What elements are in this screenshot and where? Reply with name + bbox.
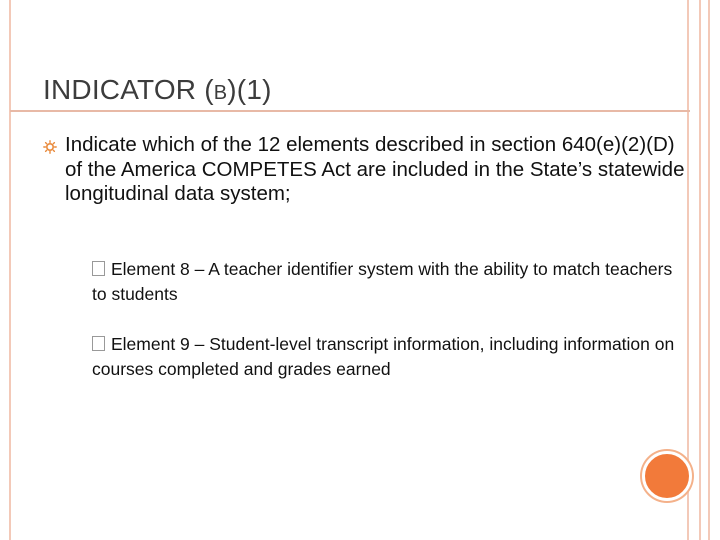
orange-circle-icon <box>642 451 692 501</box>
main-bullet-text: Indicate which of the 12 elements described in section 640(e)(2)(D) of the America COMPETES Act are included in the State’s statewide longitudinal data system; <box>65 133 685 205</box>
slide-title <box>43 74 272 106</box>
sub-bullet-text: Element 9 – Student-level transcript information, including information on courses completed and grades earned <box>92 334 675 379</box>
title-divider <box>10 110 690 112</box>
sun-bullet-icon <box>43 140 57 154</box>
right-border-line <box>699 0 701 540</box>
sub-bullet-item <box>92 257 690 307</box>
title-smallcap-text: B <box>213 82 228 104</box>
checkbox-icon <box>92 261 105 276</box>
title-tail-text: )(1) <box>227 74 272 105</box>
right-border-line <box>708 0 710 540</box>
checkbox-icon <box>92 336 105 351</box>
sub-bullet-item <box>92 332 690 382</box>
title-main-text: INDICATOR ( <box>43 74 214 105</box>
left-border-line <box>9 0 11 540</box>
sub-bullet-text: Element 8 – A teacher identifier system with the ability to match teachers to students <box>92 259 673 304</box>
